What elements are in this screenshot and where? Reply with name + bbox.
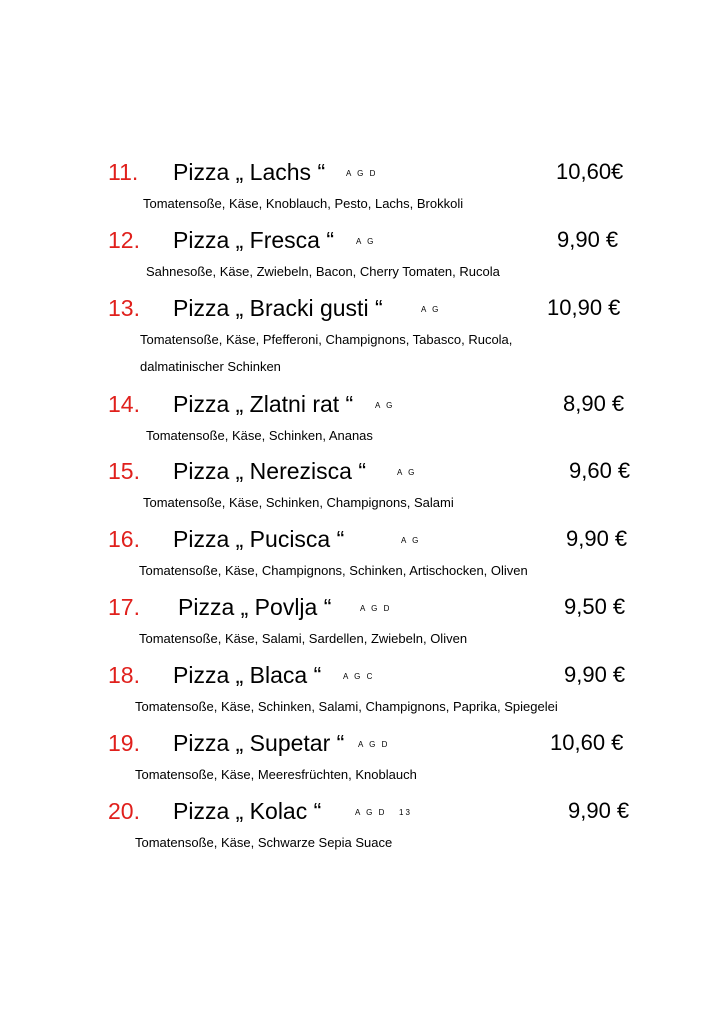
item-description: Tomatensoße, Käse, Champignons, Schinken, Artischocken, Oliven [139,563,528,578]
item-description: Tomatensoße, Käse, Schinken, Salami, Champignons, Paprika, Spiegelei [135,699,558,714]
menu-item [0,661,724,731]
item-name: Pizza „ Zlatni rat “ [173,391,354,417]
menu-item [0,294,724,384]
item-number: 17. [108,594,140,620]
item-price: 9,60 € [569,458,631,483]
item-price: 9,90 € [557,227,619,252]
item-price: 9,90 € [566,526,628,551]
item-number: 14. [108,391,140,417]
item-allergens: A G [421,305,441,314]
item-description: Tomatensoße, Käse, Schinken, Ananas [146,428,373,443]
item-name: Pizza „ Povlja “ [178,594,332,620]
item-name: Pizza „ Bracki gusti “ [173,295,383,321]
menu-item [0,593,724,663]
menu-item [0,797,724,867]
item-allergens: A G D 13 [355,808,412,817]
menu-item [0,457,724,527]
item-description: Tomatensoße, Käse, Salami, Sardellen, Zwiebeln, Oliven [139,631,468,646]
item-price: 9,90 € [564,662,626,687]
item-price: 10,60 € [550,730,624,755]
item-allergens: A G [375,401,395,410]
item-name: Pizza „ Kolac “ [173,798,322,824]
item-number: 15. [108,458,140,484]
item-description: Tomatensoße, Käse, Schwarze Sepia Suace [135,835,393,850]
item-price: 8,90 € [563,391,625,416]
item-number: 11. [108,159,139,185]
menu-item [0,729,724,799]
item-name: Pizza „ Lachs “ [173,159,326,185]
menu-item [0,226,724,296]
item-description: Tomatensoße, Käse, Schinken, Champignons, Salami [143,495,454,510]
item-name: Pizza „ Nerezisca “ [173,458,366,484]
menu-item [0,390,724,460]
item-price: 9,50 € [564,594,626,619]
item-number: 19. [108,730,140,756]
item-price: 10,90 € [547,295,621,320]
item-name: Pizza „ Fresca “ [173,227,335,253]
item-price: 10,60€ [556,159,624,184]
item-description: Tomatensoße, Käse, Meeresfrüchten, Knoblauch [135,767,417,782]
item-allergens: A G D [358,740,390,749]
item-allergens: A G D [346,169,378,178]
menu-item [0,158,724,228]
item-allergens: A G [401,536,421,545]
menu-item [0,525,724,595]
item-number: 13. [108,295,140,321]
item-number: 18. [108,662,140,688]
item-number: 20. [108,798,140,824]
item-allergens: A G D [360,604,392,613]
item-allergens: A G [356,237,376,246]
item-number: 16. [108,526,140,552]
item-description-line2: dalmatinischer Schinken [140,359,281,374]
item-allergens: A G C [343,672,375,681]
item-number: 12. [108,227,140,253]
item-description: Tomatensoße, Käse, Knoblauch, Pesto, Lachs, Brokkoli [143,196,464,211]
item-allergens: A G [397,468,417,477]
item-description: Tomatensoße, Käse, Pfefferoni, Champignons, Tabasco, Rucola, [140,332,513,347]
item-name: Pizza „ Supetar “ [173,730,345,756]
item-name: Pizza „ Blaca “ [173,662,322,688]
item-price: 9,90 € [568,798,630,823]
item-name: Pizza „ Pucisca “ [173,526,345,552]
item-description: Sahnesoße, Käse, Zwiebeln, Bacon, Cherry Tomaten, Rucola [146,264,500,279]
